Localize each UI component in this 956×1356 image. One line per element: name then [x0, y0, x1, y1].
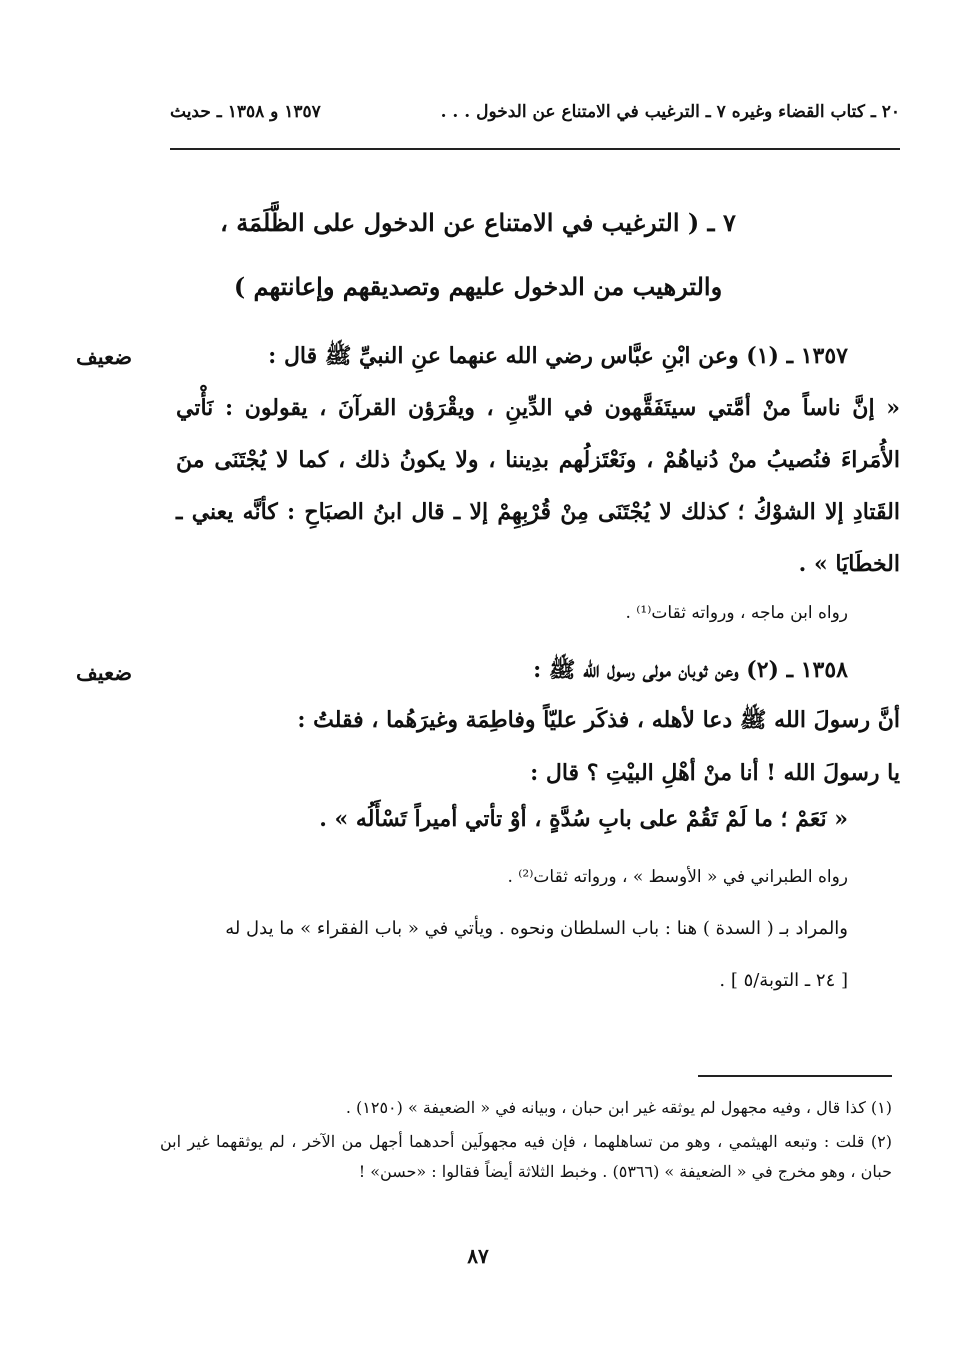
hadith2-source: رواه الطبراني في « الأوسط » ، ورواته ثقات⁽²⁾ .	[507, 867, 848, 887]
hadith1-grade: ضعيف	[76, 344, 133, 369]
hadith2-note: والمراد بـ ( السدة ) هنا : باب السلطان ونحوه . ويأتي في « باب الفقراء » ما يدل له	[225, 918, 848, 939]
footnote-2: (٢) قلت : وتبعه الهيثمي ، وهو من تساهلهما ، فإن فيه مجهولَين أحدهما أجهل من الآخر ، لم يوثقهما غير ابن حبان ، وهو مخرج في « الضعيفة » (٥٣٦٦) . وخبط الثلاثة أيضاً فقالوا : «حسن» !	[160, 1132, 892, 1181]
hadith1-intro: ١٣٥٧ ـ (١) وعن ابْنِ عبَّاس رضي الله عنهما عنِ النبيِّ ﷺ قال :	[268, 343, 848, 369]
hadith2-reference: [ ٢٤ ـ التوبة/٥ ] .	[719, 970, 848, 991]
page-number: ٨٧	[467, 1244, 489, 1268]
footnote-rule	[698, 1075, 892, 1077]
hadith2-grade: ضعيف	[76, 660, 133, 685]
hadith1-source: رواه ابن ماجه ، ورواته ثقات⁽¹⁾ .	[625, 603, 848, 623]
hadith2-intro: ١٣٥٨ ـ (٢) وعن ثوبان مولى رسول الله ﷺ :	[533, 657, 848, 683]
header-hadith-range: ١٣٥٧ و ١٣٥٨ ـ حديث	[170, 102, 321, 122]
chapter-title-line1: ٧ ـ ( الترغيب في الامتناع عن الدخول على الظَّلَمَة ،	[220, 208, 736, 237]
running-header	[170, 96, 900, 132]
hadith2-line1: أنَّ رسولَ الله ﷺ دعا لأهله ، فذكَر عليّاً وفاطِمَة وغيرَهُما ، فقلتُ :	[297, 707, 900, 733]
hadith2-line2: يا رسولَ الله ! أنا منْ أهْلِ البيْتِ ؟ قال :	[530, 760, 900, 786]
footnote-1: (١) كذا قال ، وفيه مجهول لم يوثقه غير ابن حبان ، وبيانه في « الضعيفة » (١٢٥٠) .	[345, 1098, 892, 1117]
header-chapter: ٢٠ ـ كتاب القضاء وغيره ٧ ـ الترغيب في الامتناع عن الدخول . . .	[440, 102, 900, 122]
hadith1-text: « إنَّ ناساً منْ أمَّتي سيتَفَقَّهون في الدِّينِ ، ويقْرَؤن القرآنَ ، يقولون : نَأْتي الأُمَراءَ فنُصيبُ منْ دُنياهُمْ ، ونَعْتَزلُهم بدِيننا ، ولا يكونُ ذلك ، كما لا يُجْتَنَى منَ القَتادِ إلا الشوْكُ ؛ كذلك لا يُجْتَنَى مِنْ قُرْبِهِمْ إلا ـ قال ابنُ الصبَاحِ : كأنَّه يعني ـ الخطَايَا » .	[176, 395, 900, 577]
header-rule	[170, 148, 900, 150]
hadith2-line3: « نَعَمْ ؛ ما لَمْ تَقُمْ على بابِ سُدَّةٍ ، أوْ تأتي أميراً تَسْأَلُه » .	[319, 806, 848, 832]
chapter-title-line2: والترهيب من الدخول عليهم وتصديقهم وإعانتهم )	[233, 272, 723, 301]
